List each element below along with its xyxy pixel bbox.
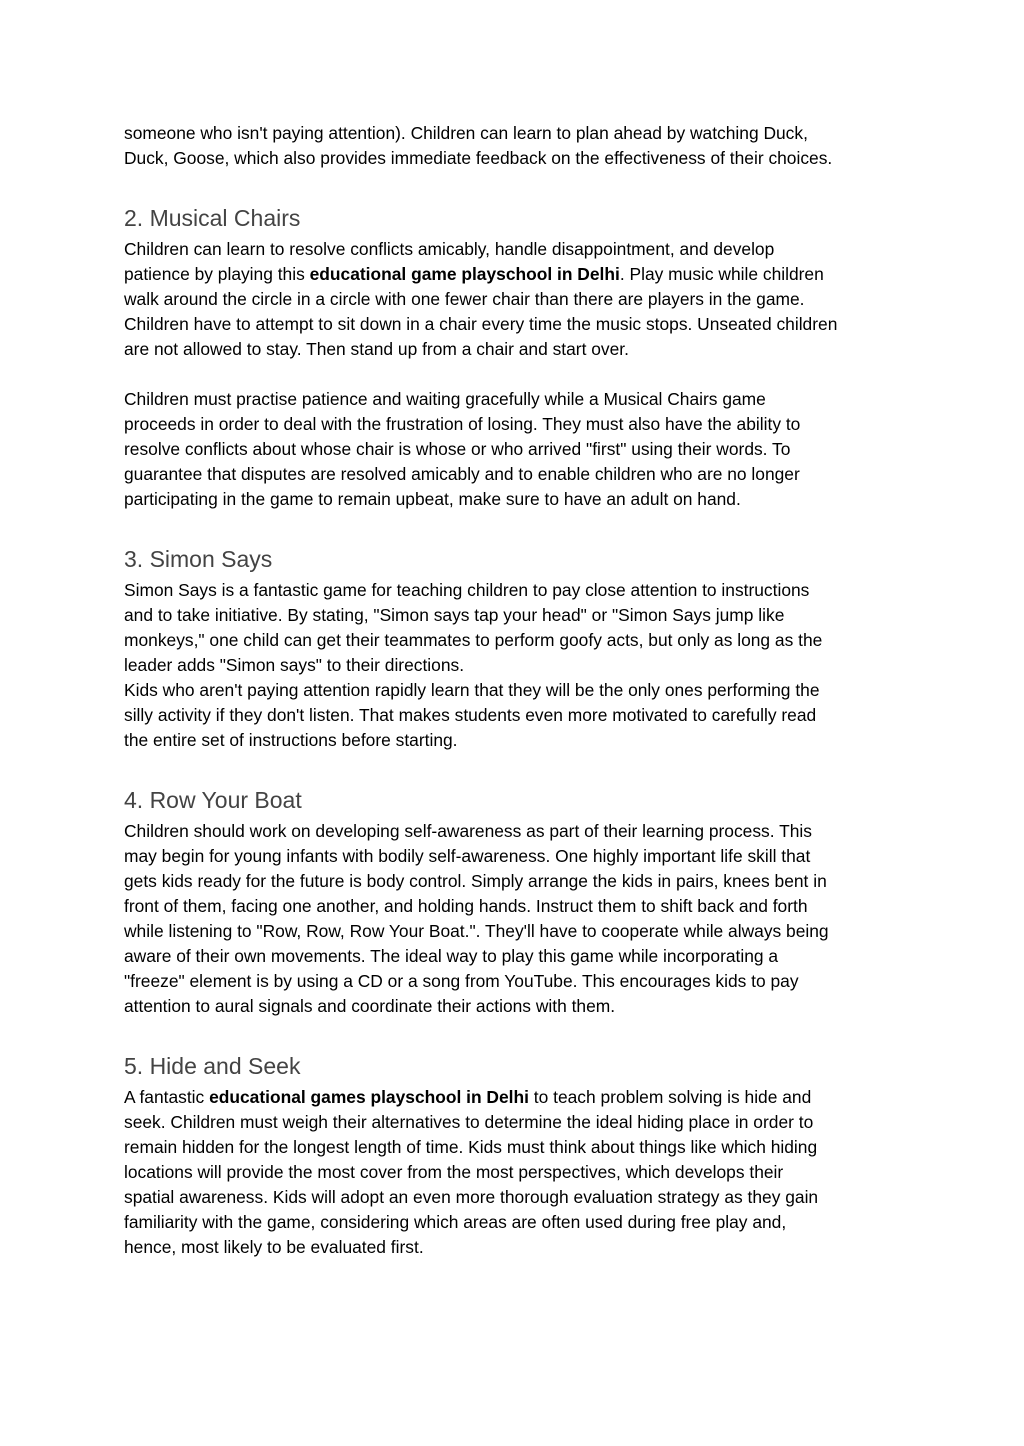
text-line: front of them, facing one another, and holding hands. Instruct them to shift back and forth (124, 896, 808, 916)
hide-and-seek-paragraph (124, 1085, 914, 1260)
bold-keyword: educational game playschool in Delhi (309, 264, 620, 284)
text-run: patience by playing this (124, 264, 310, 284)
text-run: to teach problem solving is hide and (528, 1087, 812, 1107)
text-line: Kids who aren't paying attention rapidly learn that they will be the only ones performing the (124, 680, 820, 700)
text-line: the entire set of instructions before starting. (124, 730, 458, 750)
text-line: and to take initiative. By stating, "Simon says tap your head" or "Simon Says jump like (124, 605, 785, 625)
text-line: aware of their own movements. The ideal way to play this game while incorporating a (124, 946, 779, 966)
text-line: may begin for young infants with bodily self-awareness. One highly important life skill that (124, 846, 811, 866)
text-line: walk around the circle in a circle with one fewer chair than there are players in the game. (124, 289, 805, 309)
text-line: spatial awareness. Kids will adopt an even more thorough evaluation strategy as they gain (124, 1187, 819, 1207)
text-line: familiarity with the game, considering which areas are often used during free play and, (124, 1212, 787, 1232)
section-heading-hide-and-seek: 5. Hide and Seek (124, 1053, 301, 1079)
row-your-boat-paragraph (124, 819, 914, 1019)
text-line: remain hidden for the longest length of time. Kids must think about things like which hiding (124, 1137, 818, 1157)
text-line: proceeds in order to deal with the frustration of losing. They must also have the ability to (124, 414, 801, 434)
text-line: silly activity if they don't listen. That makes students even more motivated to carefully read (124, 705, 817, 725)
text-line: gets kids ready for the future is body control. Simply arrange the kids in pairs, knees bent in (124, 871, 827, 891)
text-line: while listening to "Row, Row, Row Your Boat.". They'll have to cooperate while always being (124, 921, 829, 941)
text-line: someone who isn't paying attention). Children can learn to plan ahead by watching Duck, (124, 123, 808, 143)
text-line (124, 262, 914, 287)
text-line: Children can learn to resolve conflicts amicably, handle disappointment, and develop (124, 239, 775, 259)
text-line: participating in the game to remain upbeat, make sure to have an adult on hand. (124, 489, 741, 509)
text-line: guarantee that disputes are resolved amicably and to enable children who are no longer (124, 464, 800, 484)
text-line: are not allowed to stay. Then stand up from a chair and start over. (124, 339, 629, 359)
text-run: . Play music while children (619, 264, 824, 284)
text-line (124, 1085, 914, 1110)
text-line: locations will provide the most cover from the most perspectives, which develops their (124, 1162, 784, 1182)
text-line: Children have to attempt to sit down in a chair every time the music stops. Unseated children (124, 314, 838, 334)
text-line: Children should work on developing self-awareness as part of their learning process. This (124, 821, 812, 841)
section-heading-simon-says: 3. Simon Says (124, 546, 273, 572)
simon-says-paragraph (124, 578, 914, 753)
text-line: seek. Children must weigh their alternatives to determine the ideal hiding place in order to (124, 1112, 814, 1132)
text-line: resolve conflicts about whose chair is whose or who arrived "first" using their words. To (124, 439, 791, 459)
bold-keyword: educational games playschool in Delhi (209, 1087, 529, 1107)
text-line: attention to aural signals and coordinate their actions with them. (124, 996, 616, 1016)
text-line: "freeze" element is by using a CD or a song from YouTube. This encourages kids to pay (124, 971, 799, 991)
text-line: leader adds "Simon says" to their directions. (124, 655, 465, 675)
text-line: Duck, Goose, which also provides immediate feedback on the effectiveness of their choices. (124, 148, 833, 168)
section-heading-musical-chairs: 2. Musical Chairs (124, 205, 301, 231)
text-line: hence, most likely to be evaluated first. (124, 1237, 424, 1257)
intro-paragraph (124, 121, 914, 171)
text-run: A fantastic (124, 1087, 210, 1107)
text-line: Children must practise patience and waiting gracefully while a Musical Chairs game (124, 389, 766, 409)
musical-chairs-paragraph-2 (124, 387, 914, 512)
musical-chairs-paragraph-1 (124, 237, 914, 362)
section-heading-row-your-boat: 4. Row Your Boat (124, 787, 302, 813)
text-line: monkeys," one child can get their teammates to perform goofy acts, but only as long as the (124, 630, 823, 650)
text-line: Simon Says is a fantastic game for teaching children to pay close attention to instructions (124, 580, 810, 600)
document-page (124, 121, 914, 1260)
